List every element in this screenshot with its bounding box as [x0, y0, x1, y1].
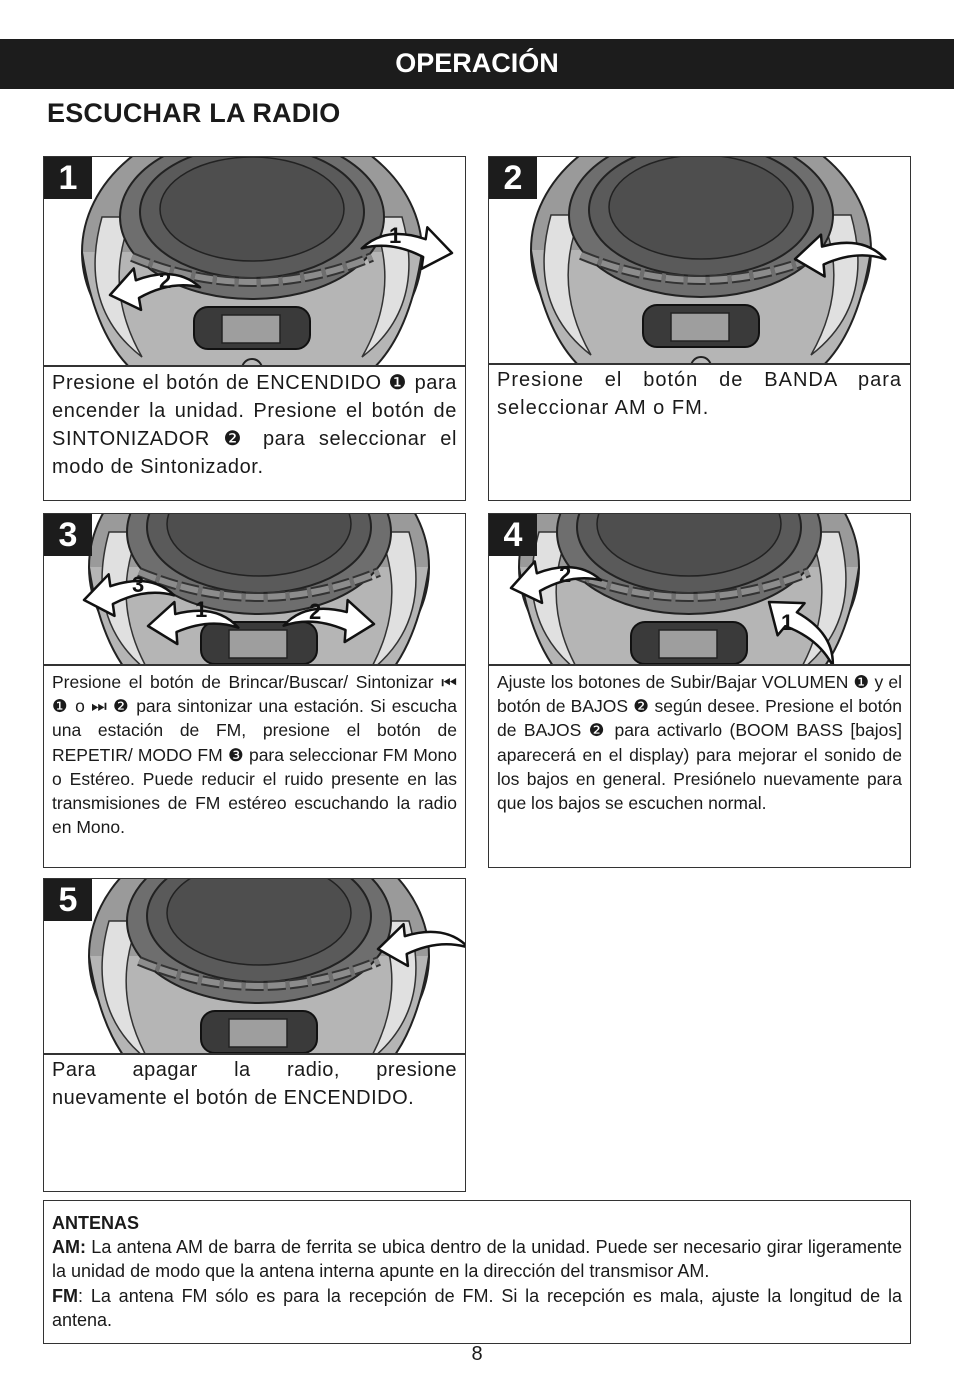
step-text: Presione el botón de ENCENDIDO ❶ para encender la unidad. Presione el botón de SINTONIZADOR ❷ para seleccionar el modo de Sintonizador.	[52, 372, 457, 478]
page-number: 8	[471, 1343, 483, 1365]
step-text: Ajuste los botones de Subir/Bajar VOLUMEN ❶ y el botón de BAJOS ❷ según desee. Presione el botón de BAJOS ❷ para activarlo (BOOM BASS [bajos] aparecerá en el display) para mejorar el sonido de los bajos en general. Presiónelo nuevamente para que los bajos se escuchen normal.	[497, 672, 902, 814]
callout-1: 1	[195, 597, 208, 622]
callout-2: 2	[309, 599, 322, 624]
step-text: Para apagar la radio, presione nuevamente el botón de ENCENDIDO.	[52, 1059, 457, 1109]
step-panel-1	[43, 156, 466, 501]
antenas-box	[43, 1200, 911, 1344]
header-title: OPERACIÓN	[395, 48, 559, 78]
step-number: 5	[44, 879, 92, 921]
step-panel-3	[43, 513, 466, 868]
callout-2: 2	[159, 268, 172, 293]
callout-1: 1	[389, 223, 402, 248]
callout-3: 3	[132, 572, 145, 597]
step-number: 1	[44, 157, 92, 199]
section-title: ESCUCHAR LA RADIO	[47, 98, 341, 128]
step-4-illustration	[489, 514, 910, 666]
antenas-title: ANTENAS	[52, 1213, 140, 1233]
fm-text: : La antena FM sólo es para la recepción de FM. Si la recepción es mala, ajuste la longitud de la antena.	[52, 1285, 902, 1330]
step-text: Presione el botón de BANDA para seleccionar AM o FM.	[497, 369, 902, 419]
step-panel-2	[488, 156, 911, 501]
step-number: 3	[44, 514, 92, 556]
step-1-illustration	[44, 157, 465, 367]
step-panel-4	[488, 513, 911, 868]
step-number: 4	[489, 514, 537, 556]
step-number: 2	[489, 157, 537, 199]
step-5-illustration	[44, 879, 465, 1055]
step-text: Presione el botón de Brincar/Buscar/ Sintonizar ⏮ ❶ o ⏭ ❷ para sintonizar una estación. Si escucha una estación de FM, presione el botón de REPETIR/ MODO FM ❸ para seleccionar FM Mono o Estéreo. Puede reducir el ruido presente en las transmisiones de FM estéreo escuchando la radio en Mono.	[52, 672, 457, 838]
am-text: La antena AM de barra de ferrita se ubica dentro de la unidad. Puede ser necesario girar ligeramente la unidad de modo que la antena interna apunte en la dirección del transmisor AM.	[52, 1237, 902, 1282]
callout-2: 2	[559, 562, 572, 587]
am-label: AM:	[52, 1237, 86, 1258]
antenas-am	[52, 1235, 902, 1283]
step-panel-5	[43, 878, 466, 1192]
header-bar	[0, 39, 954, 89]
fm-label: FM	[52, 1285, 78, 1306]
callout-1: 1	[781, 610, 794, 635]
antenas-fm	[52, 1284, 902, 1332]
step-3-illustration	[44, 514, 465, 666]
step-2-illustration	[489, 157, 910, 365]
